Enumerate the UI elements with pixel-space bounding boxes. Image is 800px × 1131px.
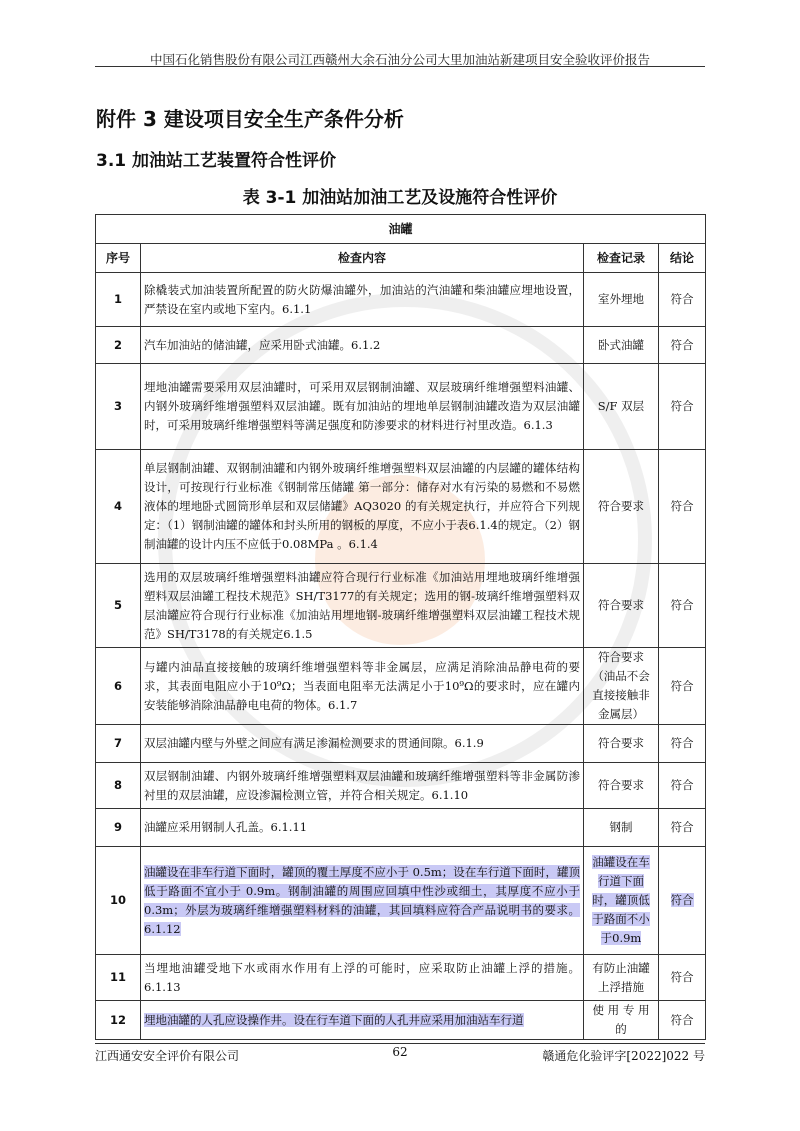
row-result: 符合 [659,648,706,725]
highlighted-text: 埋地油罐的人孔应设操作井。设在行车道下面的人孔井应采用加油站车行道 [144,1012,524,1027]
row-number: 8 [96,763,141,809]
row-result: 符合 [659,273,706,327]
row-record [584,847,659,955]
row-number: 5 [96,564,141,648]
row-number: 7 [96,725,141,763]
row-record: 符合要求 [584,763,659,809]
row-record: 室外埋地 [584,273,659,327]
row-record: 符合要求（油品不会直接接触非金属层） [584,648,659,725]
row-result: 符合 [659,327,706,364]
row-record: 符合要求 [584,450,659,564]
table-row [96,955,706,1001]
row-number: 11 [96,955,141,1001]
evaluation-table [95,214,706,1040]
row-result: 符合 [659,450,706,564]
row-record: S/F 双层 [584,364,659,450]
footer-company: 江西通安安全评价有限公司 [95,1049,240,1063]
table-row [96,809,706,847]
table-row [96,725,706,763]
row-content: 油罐应采用钢制人孔盖。6.1.11 [141,809,584,847]
row-record: 钢制 [584,809,659,847]
highlighted-text: 油罐设在非车行道下面时，罐顶的覆土厚度不应小于 0.5m；设在车行道下面时，罐顶低于路面不宜小于 0.9m。钢制油罐的周围应回填中性沙或细土，其厚度不应小于 0.3m；外层为玻璃纤维增强塑料材料的油罐，其回填料应符合产品说明书的要求。6.1.12 [144,864,580,936]
table-row [96,364,706,450]
row-number: 9 [96,809,141,847]
column-header-content: 检查内容 [141,244,584,273]
row-number: 12 [96,1001,141,1040]
highlighted-text: 符合 [670,893,694,907]
row-record: 卧式油罐 [584,327,659,364]
column-header-no: 序号 [96,244,141,273]
row-content: 除橇装式加油装置所配置的防火防爆油罐外，加油站的汽油罐和柴油罐应埋地设置，严禁设在室内或地下室内。6.1.1 [141,273,584,327]
table-row [96,564,706,648]
row-result: 符合 [659,1001,706,1040]
table-section-row [96,215,706,244]
row-result: 符合 [659,763,706,809]
row-content: 汽车加油站的储油罐，应采用卧式油罐。6.1.2 [141,327,584,364]
column-header-record: 检查记录 [584,244,659,273]
row-number: 6 [96,648,141,725]
row-content: 单层钢制油罐、双钢制油罐和内钢外玻璃纤维增强塑料双层油罐的内层罐的罐体结构设计，可按现行行业标准《钢制常压储罐 第一部分：储存对水有污染的易燃和不易燃液体的埋地卧式圆筒形单层和双层储罐》AQ3020 的有关规定执行，并应符合下列规定：（1）钢制油罐的罐体和封头所用的钢板的厚度，不应小于表6.1.4的规定。（2）钢制油罐的设计内压不应低于0.08MPa 。6.1.4 [141,450,584,564]
page-number: 62 [392,1045,408,1059]
table-header-row [96,244,706,273]
section-label: 油罐 [96,215,706,244]
running-header: 中国石化销售股份有限公司江西赣州大余石油分公司大里加油站新建项目安全验收评价报告 [149,52,650,67]
row-record: 有防止油罐上浮措施 [584,955,659,1001]
row-number: 2 [96,327,141,364]
column-header-result: 结论 [659,244,706,273]
row-record: 符合要求 [584,725,659,763]
row-content: 双层钢制油罐、内钢外玻璃纤维增强塑料双层油罐和玻璃纤维增强塑料等非金属防渗衬里的双层油罐，应设渗漏检测立管，并符合相关规定。6.1.10 [141,763,584,809]
table-row [96,450,706,564]
row-result: 符合 [659,364,706,450]
table-row [96,763,706,809]
table-caption: 表 3-1 加油站加油工艺及设施符合性评价 [242,188,558,208]
row-result: 符合 [659,809,706,847]
row-content: 当埋地油罐受地下水或雨水作用有上浮的可能时，应采取防止油罐上浮的措施。6.1.13 [141,955,584,1001]
footer-rule [95,1043,705,1044]
row-number: 1 [96,273,141,327]
table-row [96,273,706,327]
row-number: 3 [96,364,141,450]
row-result [659,847,706,955]
table-row [96,847,706,955]
row-number: 10 [96,847,141,955]
table-row [96,327,706,364]
row-content: 埋地油罐需要采用双层油罐时，可采用双层钢制油罐、双层玻璃纤维增强塑料油罐、内钢外玻璃纤维增强塑料双层油罐。既有加油站的埋地单层钢制油罐改造为双层油罐时，可采用玻璃纤维增强塑料等满足强度和防渗要求的材料进行衬里改造。6.1.3 [141,364,584,450]
table-row [96,1001,706,1040]
row-result: 符合 [659,564,706,648]
appendix-heading: 附件 3 建设项目安全生产条件分析 [96,107,404,131]
header-rule [95,66,705,67]
row-content [141,847,584,955]
row-content: 选用的双层玻璃纤维增强塑料油罐应符合现行行业标准《加油站用埋地玻璃纤维增强塑料双层油罐工程技术规范》SH/T3177的有关规定；选用的钢-玻璃纤维增强塑料双层油罐应符合现行行业标准《加油站用埋地钢-玻璃纤维增强塑料双层油罐工程技术规范》SH/T3178的有关规定6.1.5 [141,564,584,648]
row-number: 4 [96,450,141,564]
highlighted-text: 油罐设在车行道下面时，罐顶低于路面不小于0.9m [592,855,650,945]
row-result: 符合 [659,955,706,1001]
row-record: 符合要求 [584,564,659,648]
footer-reference: 赣通危化验评字[2022]022 号 [542,1049,705,1063]
row-content: 双层油罐内壁与外壁之间应有满足渗漏检测要求的贯通间隙。6.1.9 [141,725,584,763]
row-content [141,1001,584,1040]
row-content: 与罐内油品直接接触的玻璃纤维增强塑料等非金属层，应满足消除油品静电荷的要求，其表面电阻应小于10⁹Ω；当表面电阻率无法满足小于10⁹Ω的要求时，应在罐内安装能够消除油品静电电荷的物体。6.1.7 [141,648,584,725]
row-record: 使 用 专 用 的 [584,1001,659,1040]
row-result: 符合 [659,725,706,763]
section-heading: 3.1 加油站工艺装置符合性评价 [96,151,337,171]
table-row [96,648,706,725]
